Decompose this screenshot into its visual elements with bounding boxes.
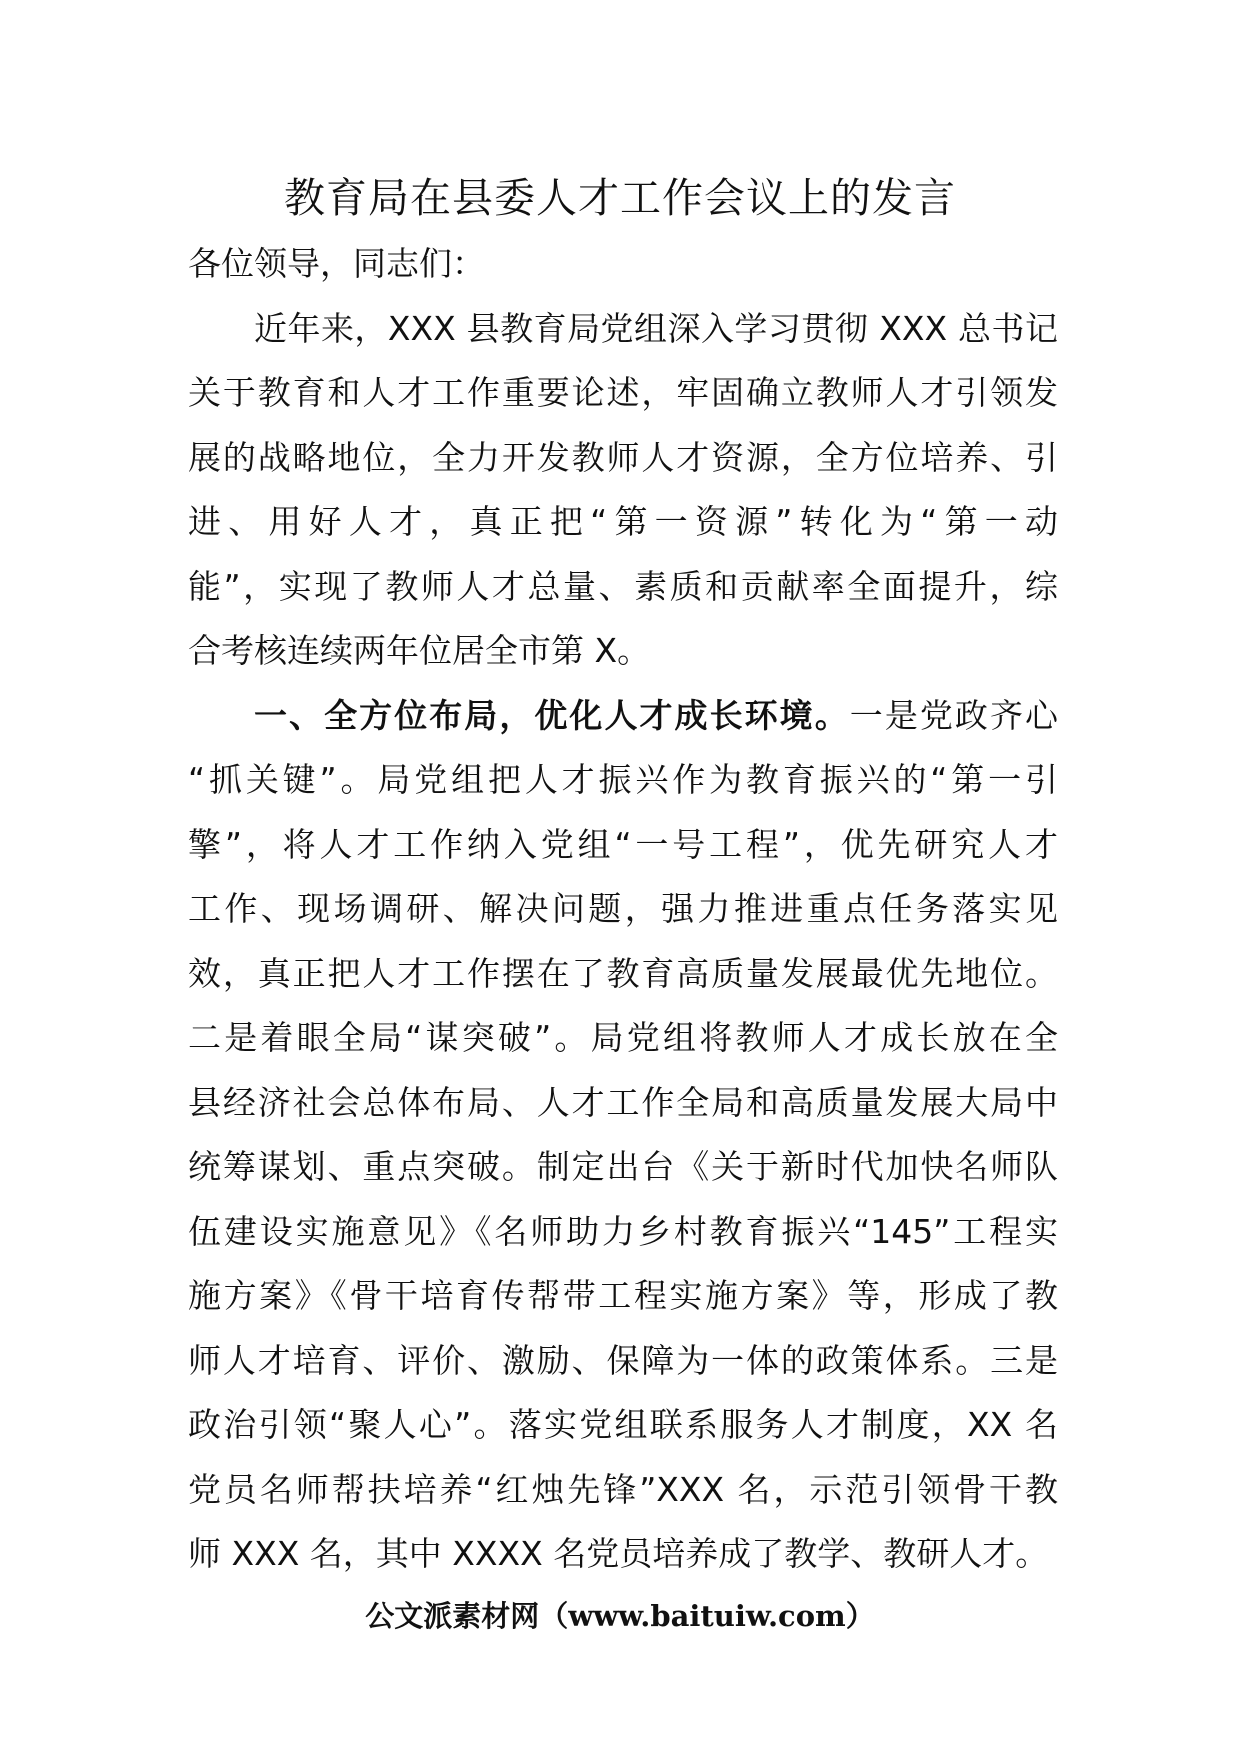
- paragraph-line: 关于教育和人才工作重要论述，牢固确立教师人才引领发: [188, 373, 1058, 412]
- paragraph-line: 工作、现场调研、解决问题，强力推进重点任务落实见: [188, 889, 1058, 928]
- paragraph-line: 县经济社会总体布局、人才工作全局和高质量发展大局中: [188, 1082, 1058, 1122]
- footer-watermark: 公文派素材网（www.baituiw.com）: [365, 1599, 875, 1633]
- paragraph-line: 师人才培育、评价、激励、保障为一体的政策体系。三是: [188, 1340, 1058, 1380]
- paragraph-line: 二是着眼全局“谋突破”。局党组将教师人才成长放在全: [188, 1018, 1058, 1057]
- document-body: [188, 232, 1058, 1587]
- paragraph-line: 统筹谋划、重点突破。制定出台《关于新时代加快名师队: [188, 1147, 1058, 1186]
- paragraph-line: 党员名师帮扶培养“红烛先锋”XXX 名，示范引领骨干教: [188, 1469, 1058, 1509]
- paragraph-section-one: [188, 684, 1058, 1587]
- paragraph-intro: [188, 297, 1058, 684]
- paragraph-line: 进、用好人才，真正把“第一资源”转化为“第一动: [188, 502, 1058, 541]
- section-heading: 一、全方位布局，优化人才成长环境。: [254, 695, 850, 735]
- paragraph-line: 政治引领“聚人心”。落实党组联系服务人才制度，XX 名: [188, 1405, 1058, 1444]
- document-title: 教育局在县委人才工作会议上的发言: [284, 174, 956, 222]
- paragraph-line: 师 XXX 名，其中 XXXX 名党员培养成了教学、教研人才。: [188, 1534, 1049, 1573]
- paragraph-line: 效，真正把人才工作摆在了教育高质量发展最优先地位。: [188, 953, 1058, 993]
- paragraph-line: 施方案》《骨干培育传帮带工程实施方案》等，形成了教: [188, 1276, 1058, 1315]
- paragraph-line: 擎”，将人才工作纳入党组“一号工程”，优先研究人才: [188, 824, 1058, 864]
- paragraph-line: 近年来，XXX 县教育局党组深入学习贯彻 XXX 总书记: [254, 308, 1058, 348]
- paragraph-line: 展的战略地位，全力开发教师人才资源，全方位培养、引: [188, 437, 1058, 477]
- paragraph-line: [188, 684, 1058, 749]
- paragraph-line: 能”，实现了教师人才总量、素质和贡献率全面提升，综: [188, 566, 1058, 606]
- paragraph-line: “抓关键”。局党组把人才振兴作为教育振兴的“第一引: [188, 760, 1058, 799]
- salutation: 各位领导，同志们：: [188, 244, 485, 283]
- paragraph-line: 合考核连续两年位居全市第 X。: [188, 631, 651, 670]
- paragraph-line: 伍建设实施意见》《名师助力乡村教育振兴“145”工程实: [188, 1211, 1058, 1251]
- section-text: 一是党政齐心: [849, 695, 1059, 735]
